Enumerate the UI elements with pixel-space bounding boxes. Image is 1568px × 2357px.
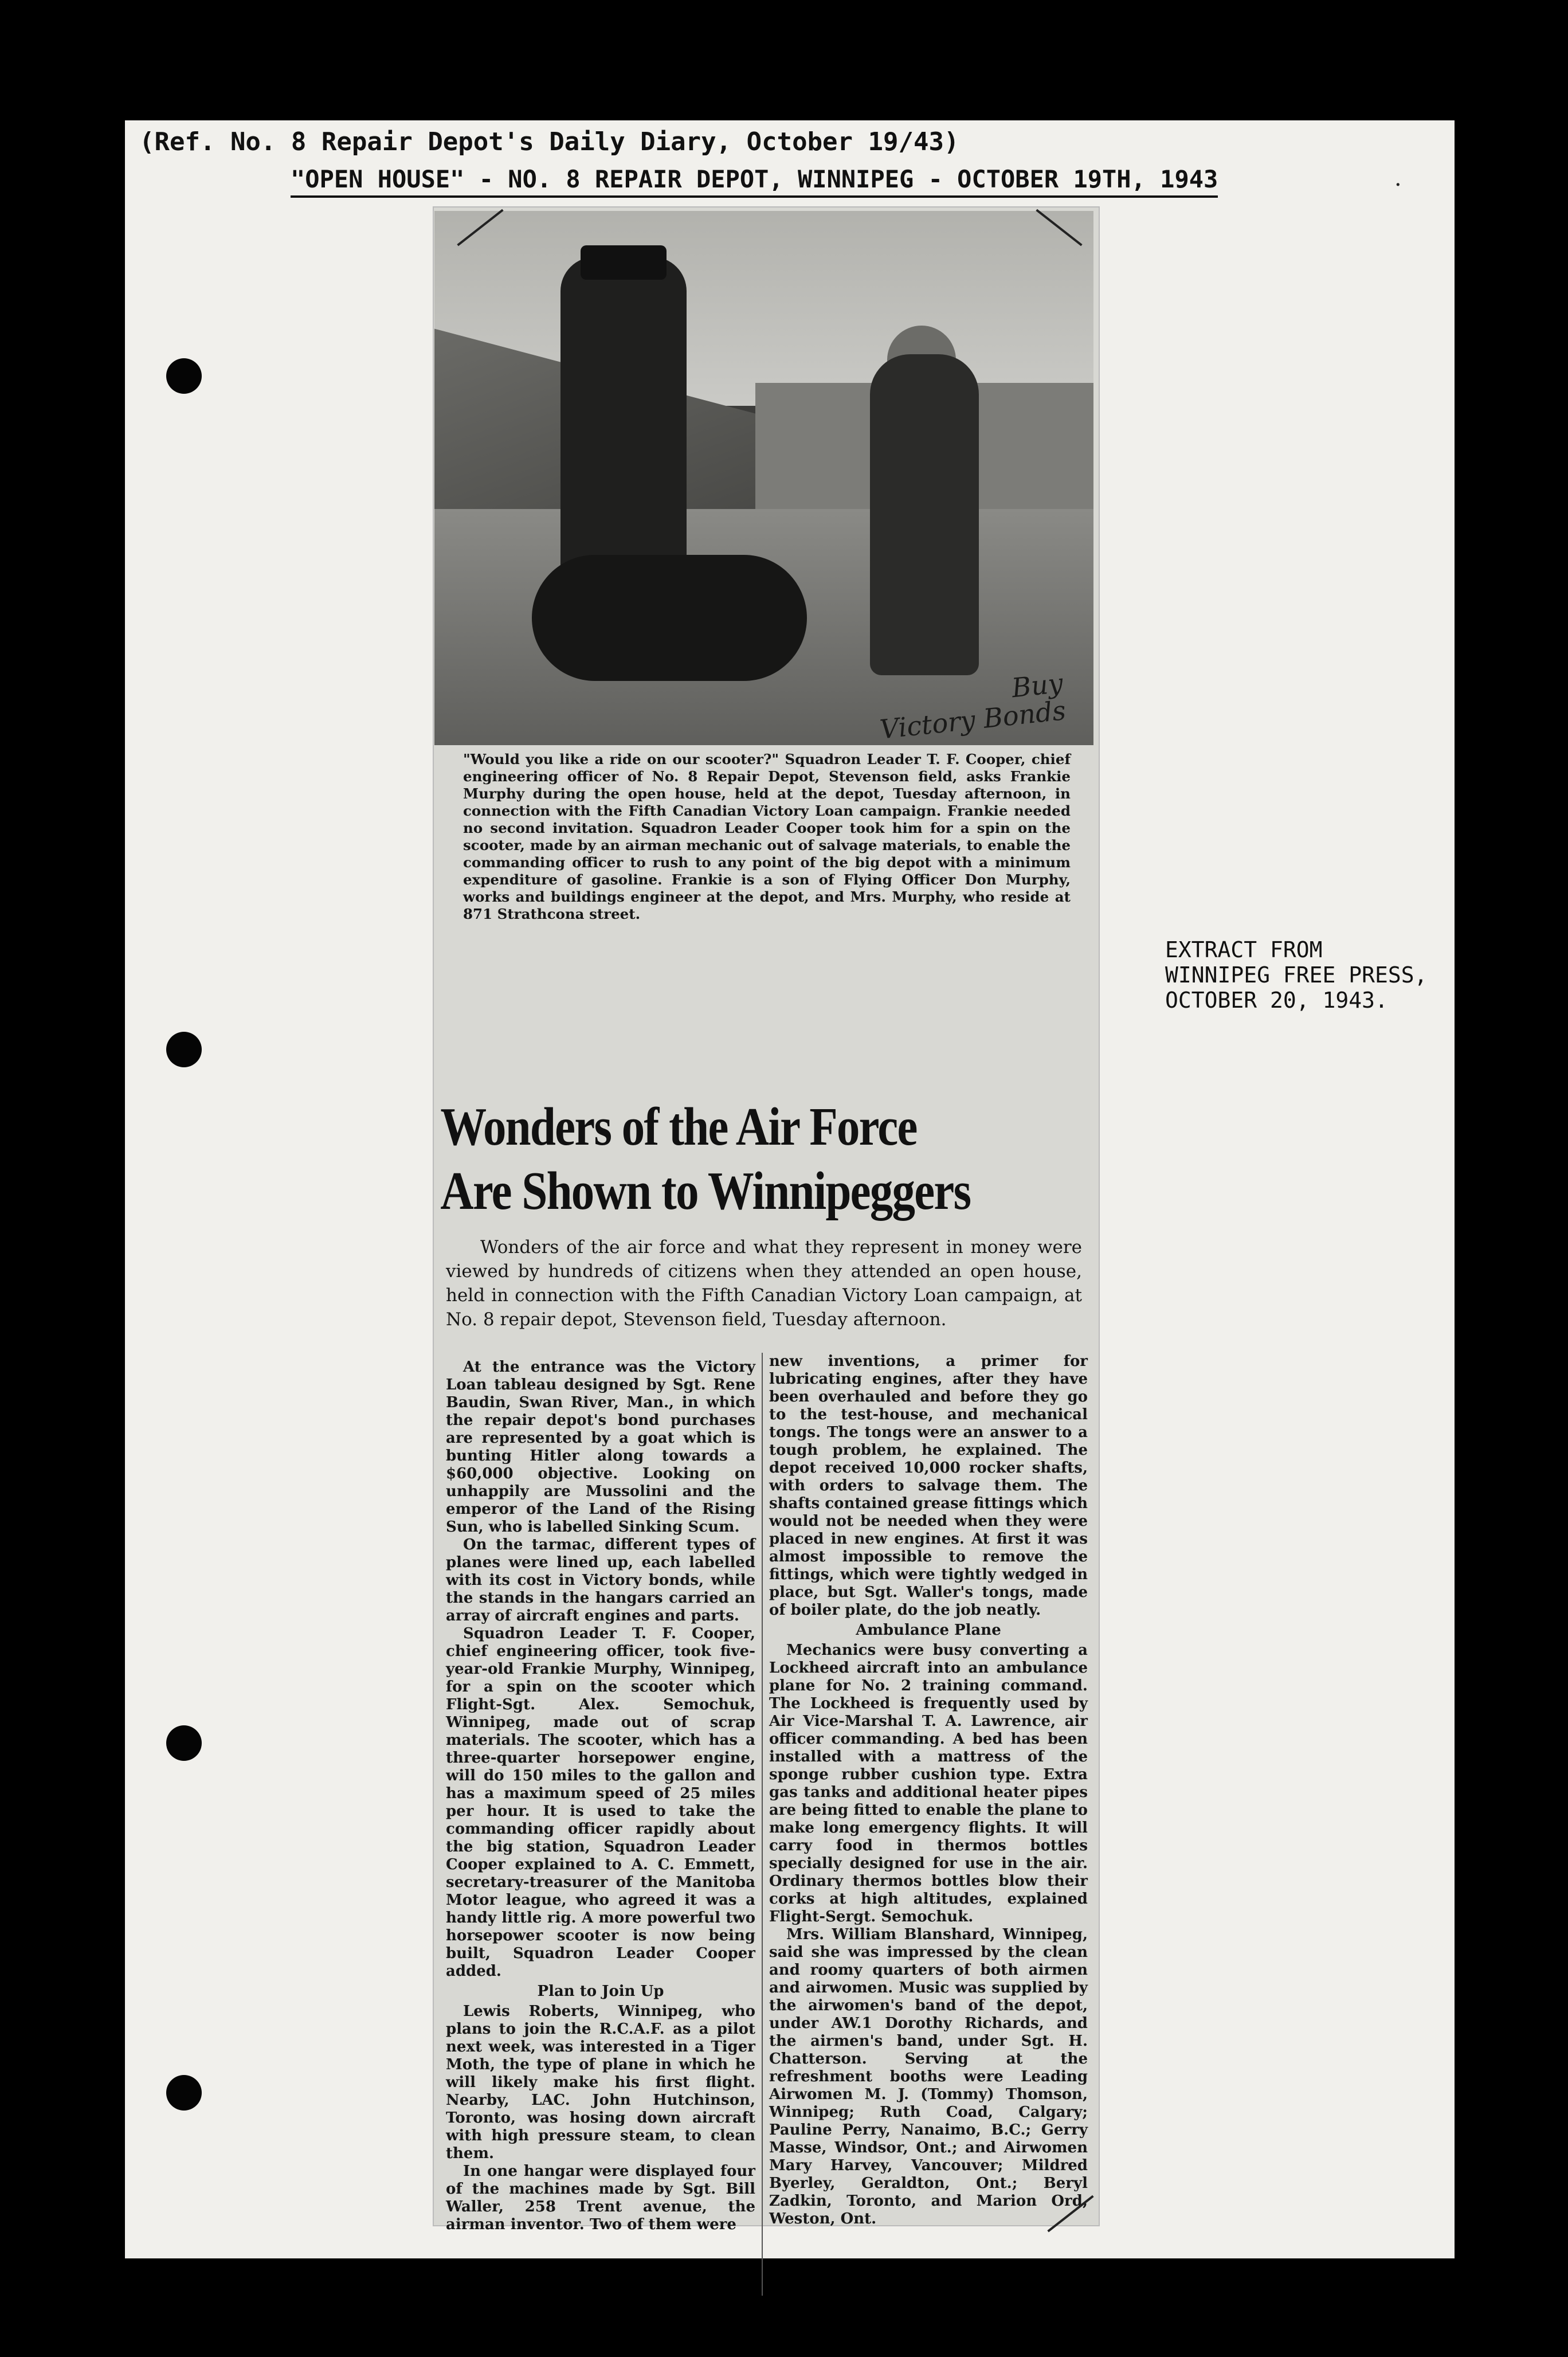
extract-line: EXTRACT FROM	[1165, 937, 1323, 962]
paragraph: On the tarmac, different types of planes were lined up, each labelled with its cost in Victory bonds, while the stands in the hangars carried an array of aircraft engines and parts.	[446, 1536, 755, 1624]
paragraph: In one hangar were displayed four of the machines made by Sgt. Bill Waller, 258 Trent avenue, the airman inventor. Two of them were	[446, 2163, 755, 2233]
extract-line: OCTOBER 20, 1943.	[1165, 988, 1388, 1013]
paragraph: Mrs. William Blanshard, Winnipeg, said she was impressed by the clean and roomy quarters of both airmen and airwomen. Music was supplied by the airwomen's band of the depot, under AW.1 Dorothy Richards, and the airmen's band, under Sgt. H. Chatterson. Serving at the refreshment booths were Leading Airwomen M. J. (Tommy) Thomson, Winnipeg; Ruth Coad, Calgary; Pauline Perry, Nanaimo, B.C.; Gerry Masse, Windsor, Ont.; and Airwomen Mary Harvey, Vancouver; Mildred Byerley, Geraldton, Ont.; Beryl Zadkin, Toronto, and Marion Ord, Weston, Ont.	[769, 1926, 1088, 2227]
column-rule	[762, 1353, 763, 2296]
diary-heading: "OPEN HOUSE" - NO. 8 REPAIR DEPOT, WINNIPEG - OCTOBER 19TH, 1943	[291, 165, 1218, 198]
ink-dot: ·	[1394, 172, 1402, 198]
subheading: Plan to Join Up	[537, 1983, 664, 2000]
article-column-left	[446, 1358, 755, 2234]
photo-officer-cap	[581, 245, 667, 280]
headline-line: Wonders of the Air Force	[440, 1097, 917, 1157]
paragraph: Lewis Roberts, Winnipeg, who plans to join the R.C.A.F. as a pilot next week, was interested in a Tiger Moth, the type of plane in which he will likely make his first flight. Nearby, LAC. John Hutchinson, Toronto, was hosing down aircraft with high pressure steam, to clean them.	[446, 2003, 755, 2162]
overlay-line: Buy	[1010, 667, 1065, 704]
article-lead: Wonders of the air force and what they represent in money were viewed by hundreds of citizens when they attended an open house, held in connection with the Fifth Canadian Victory Loan campaign, at No. 8 repair depot, Stevenson field, Tuesday afternoon.	[446, 1237, 1082, 1330]
photo-caption: "Would you like a ride on our scooter?" Squadron Leader T. F. Cooper, chief engineering officer of No. 8 Repair Depot, Stevenson field, asks Frankie Murphy during the open house, held at the depot, Tuesday afternoon, in connection with the Fifth Canadian Victory Loan campaign. Frankie needed no second invitation. Squadron Leader Cooper took him for a spin on the scooter, made by an airman mechanic out of salvage materials, to enable the commanding officer to rush to any point of the big depot with a minimum expenditure of gasoline. Frankie is a son of Flying Officer Don Murphy, works and buildings engineer at the depot, and Mrs. Murphy, who reside at 871 Strathcona street.	[463, 751, 1071, 922]
paragraph: At the entrance was the Victory Loan tableau designed by Sgt. Rene Baudin, Swan River, Man., in which the repair depot's bond purchases are represented by a goat which is bunting Hitler along towards a $60,000 objective. Looking on unhappily are Mussolini and the emperor of the Land of the Rising Sun, who is labelled Sinking Scum.	[446, 1358, 755, 1536]
article-column-right	[769, 1353, 1088, 2228]
news-photo	[434, 211, 1093, 745]
article-headline	[434, 1095, 1101, 1223]
photo-boy	[870, 354, 979, 675]
paragraph: Mechanics were busy converting a Lockheed aircraft into an ambulance plane for No. 2 training command. The Lockheed is frequently used by Air Vice-Marshal T. A. Lawrence, air officer commanding. A bed has been installed with a mattress of the sponge rubber cushion type. Extra gas tanks and additional heater pipes are being fitted to enable the plane to make long emergency flights. It will carry food in thermos bottles specially designed for use in the air. Ordinary thermos bottles blow their corks at high altitudes, explained Flight-Sergt. Semochuk.	[769, 1642, 1088, 1925]
overlay-line: Victory Bonds	[878, 694, 1068, 745]
extract-line: WINNIPEG FREE PRESS,	[1165, 962, 1428, 988]
paragraph: new inventions, a primer for lubricating engines, after they have been overhauled and before they go to the test-house, and mechanical tongs. The tongs were an answer to a tough problem, he explained. The depot received 10,000 rocker shafts, with orders to salvage them. The shafts contained grease fittings which would not be needed when they were placed in new engines. At first it was almost impossible to remove the fittings, which were tightly wedged in place, but Sgt. Waller's tongs, made of boiler plate, do the job neatly.	[769, 1353, 1088, 1619]
clipping-content	[125, 120, 1455, 2258]
diary-reference: (Ref. No. 8 Repair Depot's Daily Diary, October 19/43)	[139, 127, 959, 156]
photo-scooter	[532, 555, 807, 681]
subheading: Ambulance Plane	[856, 1622, 1001, 1639]
paragraph: Squadron Leader T. F. Cooper, chief engineering officer, took five-year-old Frankie Murphy, Winnipeg, for a spin on the scooter which Flight-Sgt. Alex. Semochuk, Winnipeg, made out of scrap materials. The scooter, which has a three-quarter horsepower engine, will do 150 miles to the gallon and has a maximum speed of 25 miles per hour. It is used to take the commanding officer rapidly about the big station, Squadron Leader Cooper explained to A. C. Emmett, secretary-treasurer of the Manitoba Motor league, who agreed it was a handy little rig. A more powerful two horsepower scooter is now being built, Squadron Leader Cooper added.	[446, 1625, 755, 1980]
headline-line: Are Shown to Winnipeggers	[440, 1161, 971, 1221]
